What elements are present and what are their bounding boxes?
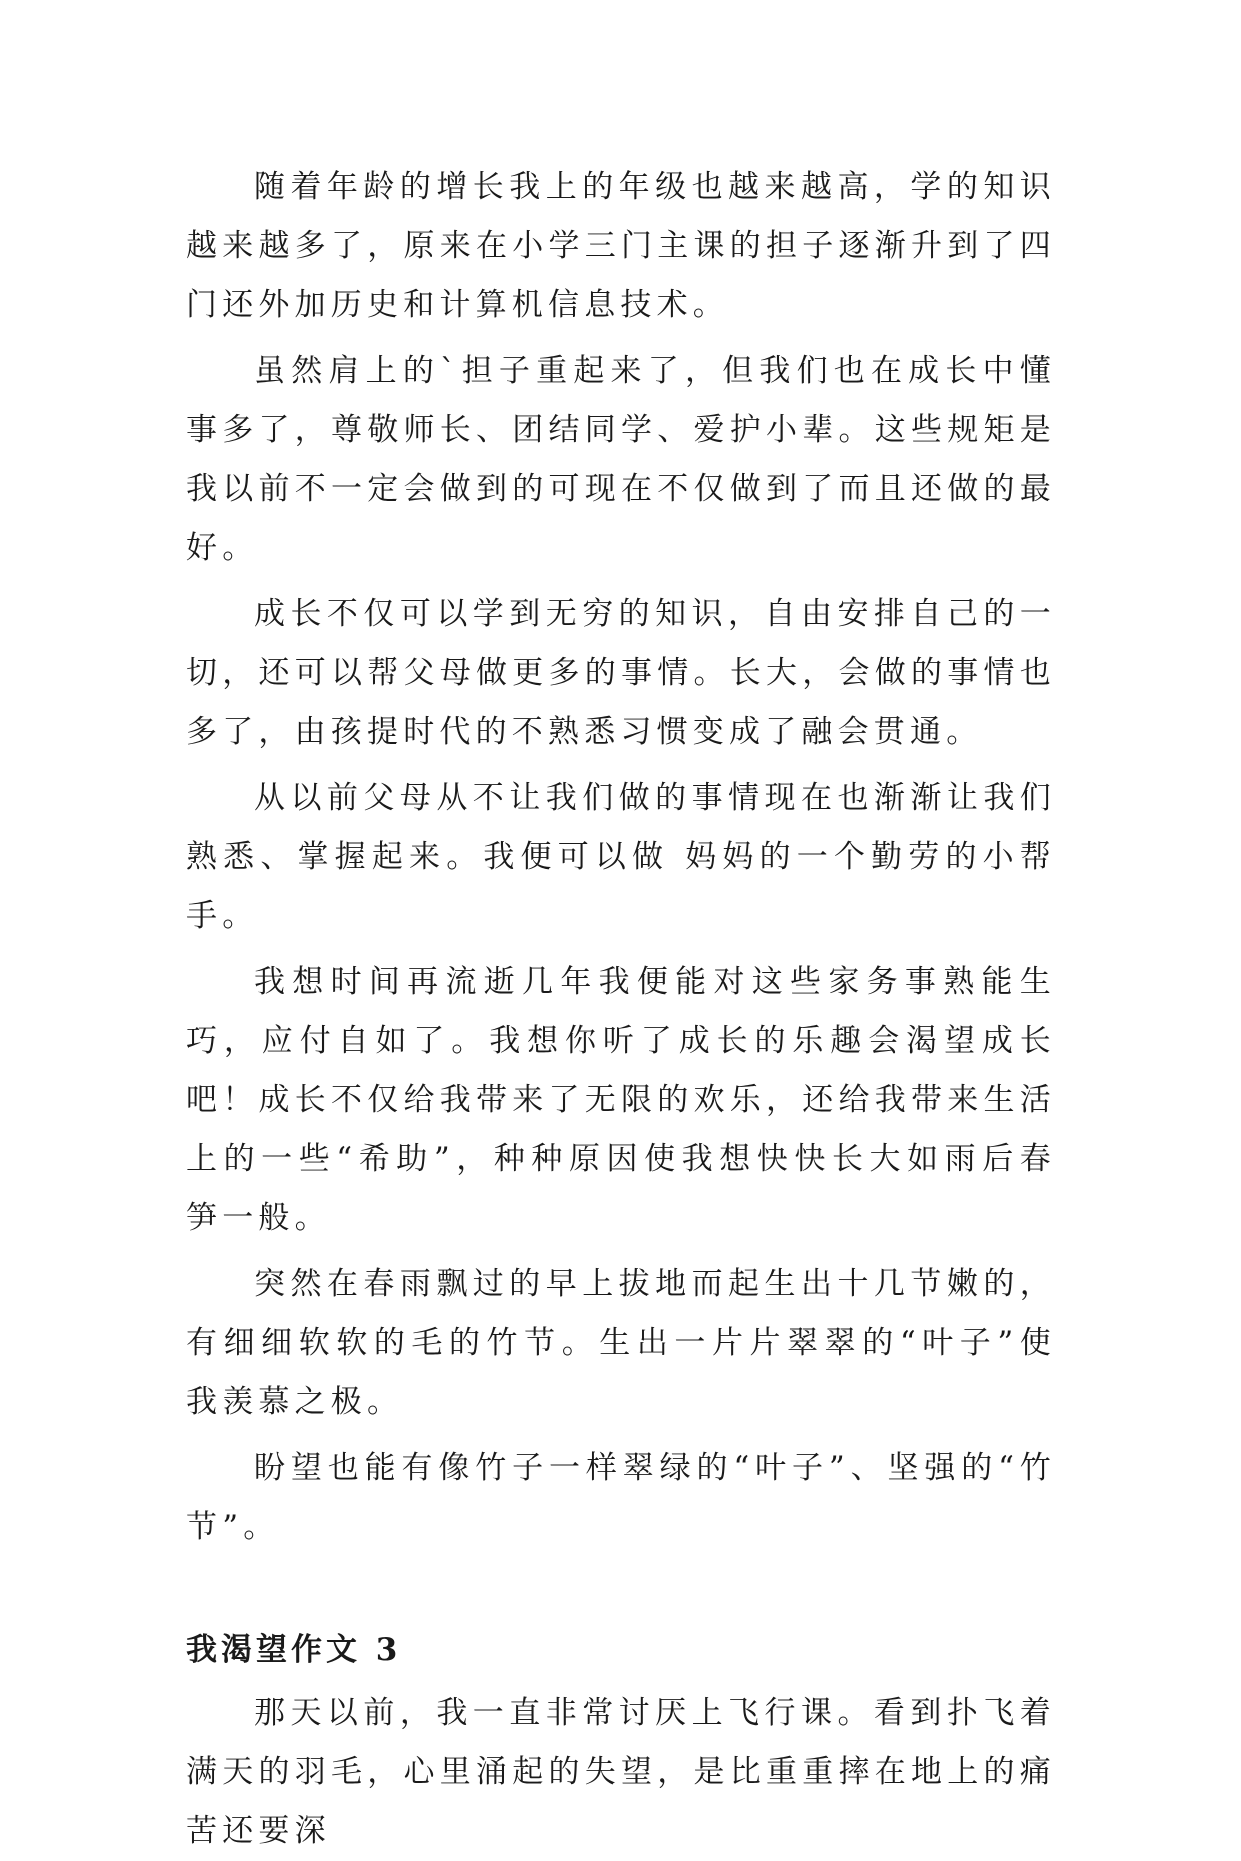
section-spacer	[186, 1557, 1056, 1621]
paragraph: 那天以前，我一直非常讨厌上飞行课。看到扑飞着满天的羽毛，心里涌起的失望，是比重重摔在地上的痛苦还要深	[186, 1695, 1056, 1849]
paragraph: 从以前父母从不让我们做的事情现在也渐渐让我们熟悉、掌握起来。我便可以做 妈妈的一个勤劳的小帮手。	[186, 780, 1056, 934]
paragraph: 成长不仅可以学到无穷的知识，自由安排自己的一切，还可以帮父母做更多的事情。长大，会做的事情也多了，由孩提时代的不熟悉习惯变成了融会贯通。	[186, 596, 1056, 750]
paragraph: 突然在春雨飘过的早上拔地而起生出十几节嫩的，有细细软软的毛的竹节。生出一片片翠翠的“叶子”使我羡慕之极。	[186, 1266, 1056, 1420]
paragraph: 随着年龄的增长我上的年级也越来越高，学的知识越来越多了，原来在小学三门主课的担子逐渐升到了四门还外加历史和计算机信息技术。	[186, 169, 1056, 323]
section-title: 我渴望作文 3	[186, 1632, 402, 1668]
paragraph: 虽然肩上的`担子重起来了，但我们也在成长中懂事多了，尊敬师长、团结同学、爱护小辈。这些规矩是我以前不一定会做到的可现在不仅做到了而且还做的最好。	[186, 353, 1056, 566]
document-body	[186, 158, 1056, 1861]
paragraph: 我想时间再流逝几年我便能对这些家务事熟能生巧，应付自如了。我想你听了成长的乐趣会渴望成长吧！成长不仅给我带来了无限的欢乐，还给我带来生活上的一些“希助”，种种原因使我想快快长大如雨后春笋一般。	[186, 964, 1056, 1236]
paragraph: 盼望也能有像竹子一样翠绿的“叶子”、坚强的“竹节”。	[186, 1450, 1056, 1545]
